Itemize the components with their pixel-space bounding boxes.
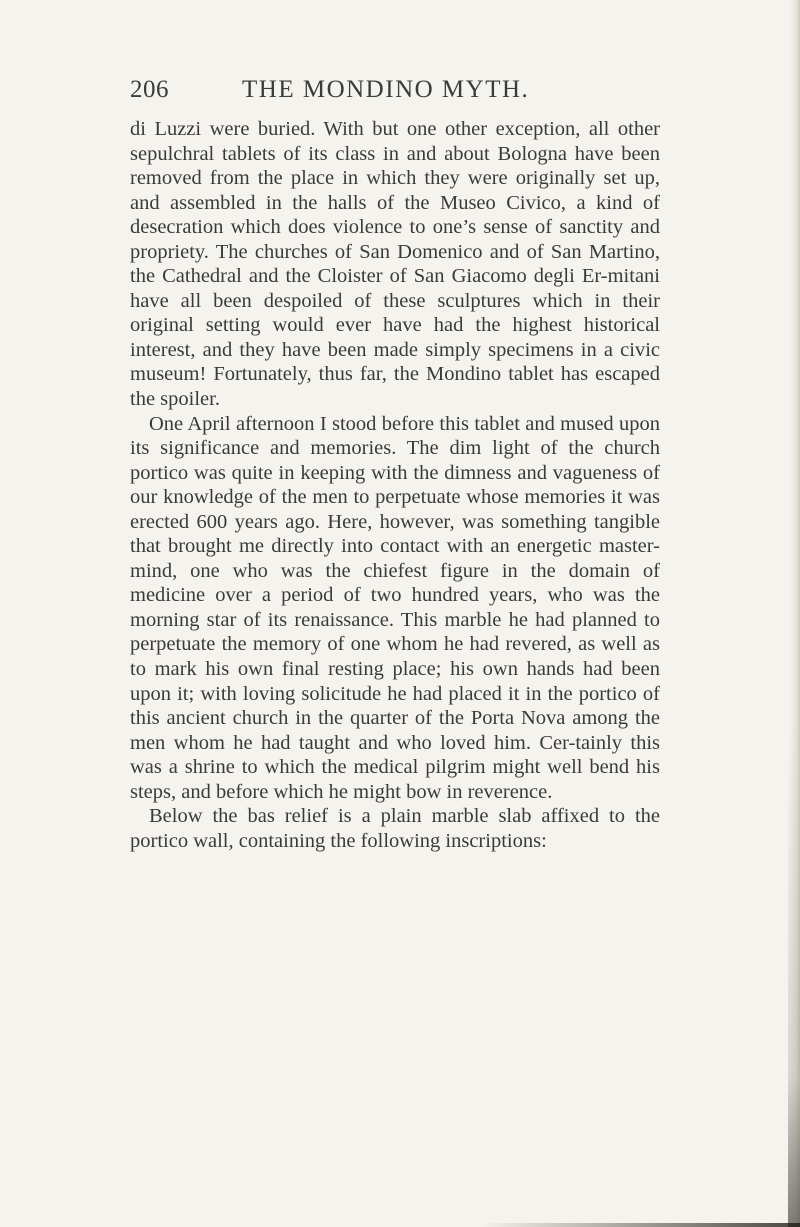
page-number: 206 <box>130 76 169 103</box>
paragraph: di Luzzi were buried. With but one other exception, all other sepulchral tablets of its class in and about Bologna have been removed from the place in which they were originally set up, and assembled in the halls of the Museo Civico, a kind of desecration which does violence to one’s sense of sanctity and propriety. The churches of San Domenico and of San Martino, the Cathedral and the Cloister of San Giacomo degli Er-mitani have all been despoiled of these sculptures which in their original setting would ever have had the highest historical interest, and they have been made simply specimens in a civic museum! Fortunately, thus far, the Mondino tablet has escaped the spoiler. <box>130 118 660 411</box>
paragraph: One April afternoon I stood before this tablet and mused upon its significance and memories. The dim light of the church portico was quite in keeping with the dimness and vagueness of our knowledge of the men to perpetuate whose memories it was erected 600 years ago. Here, however, was something tangible that brought me directly into contact with an energetic master-mind, one who was the chiefest figure in the domain of medicine over a period of two hundred years, who was the morning star of its renaissance. This marble he had planned to perpetuate the memory of one whom he had revered, as well as to mark his own final resting place; his own hands had been upon it; with loving solicitude he had placed it in the portico of this ancient church in the quarter of the Porta Nova among the men whom he had taught and who loved him. Cer-tainly this was a shrine to which the medical pilgrim might well bend his steps, and before which he might bow in reverence. <box>130 412 660 803</box>
body-text <box>130 117 660 853</box>
page-header <box>130 76 660 108</box>
page-corner-shadow <box>788 727 800 1227</box>
running-title: THE MONDINO MYTH. <box>242 76 530 103</box>
page-bottom-edge <box>480 1223 800 1227</box>
paragraph: Below the bas relief is a plain marble slab affixed to the portico wall, containing the following inscriptions: <box>130 805 660 852</box>
